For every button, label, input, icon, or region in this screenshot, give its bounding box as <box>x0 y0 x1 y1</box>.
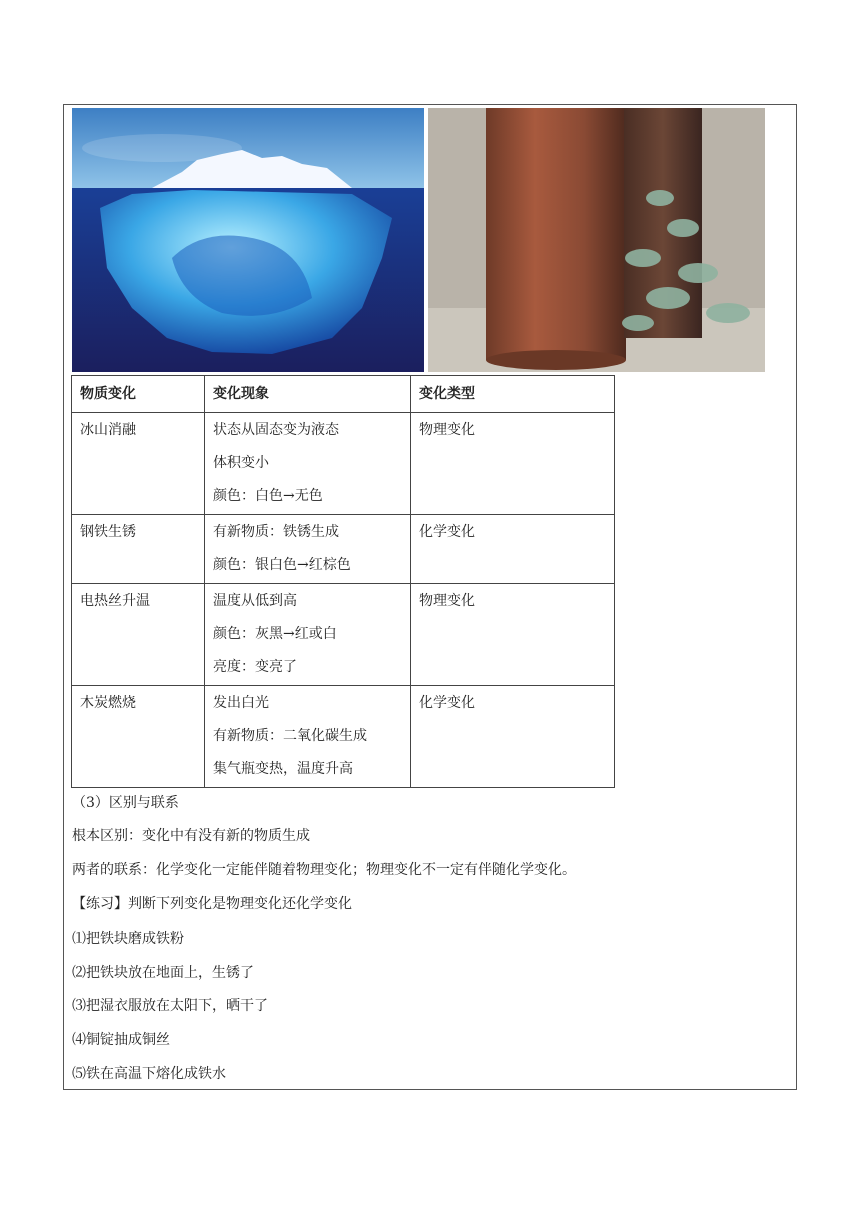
iceberg-image <box>72 108 424 372</box>
header-change: 物质变化 <box>72 376 205 413</box>
difference-text: 根本区别：变化中有没有新的物质生成 <box>72 828 310 844</box>
table-row <box>72 515 615 584</box>
cell-type: 化学变化 <box>411 686 615 788</box>
cell-change: 冰山消融 <box>72 413 205 515</box>
rusted-pipe-image <box>428 108 765 372</box>
cell-type: 物理变化 <box>411 584 615 686</box>
phenomenon-line: 发出白光 <box>213 695 269 711</box>
cell-phenomena <box>205 413 411 515</box>
change-table <box>71 375 615 788</box>
header-phenomena: 变化现象 <box>205 376 411 413</box>
phenomenon-line: 颜色：银白色→红棕色 <box>213 557 351 573</box>
phenomenon-line: 温度从低到高 <box>213 593 297 609</box>
section-heading: （3）区别与联系 <box>72 795 179 811</box>
cell-phenomena <box>205 686 411 788</box>
cell-change: 木炭燃烧 <box>72 686 205 788</box>
relation-text: 两者的联系：化学变化一定能伴随着物理变化；物理变化不一定有伴随化学变化。 <box>72 862 576 878</box>
phenomenon-line: 状态从固态变为液态 <box>213 422 339 438</box>
cell-phenomena <box>205 584 411 686</box>
cell-change: 钢铁生锈 <box>72 515 205 584</box>
exercise-item: ⑴把铁块磨成铁粉 <box>72 931 184 947</box>
phenomenon-line: 颜色：白色→无色 <box>213 488 323 504</box>
phenomenon-line: 集气瓶变热，温度升高 <box>213 761 353 777</box>
exercise-item: ⑶把湿衣服放在太阳下，晒干了 <box>72 998 268 1014</box>
table-row <box>72 686 615 788</box>
header-type: 变化类型 <box>411 376 615 413</box>
exercise-item: ⑷铜锭抽成铜丝 <box>72 1032 170 1048</box>
phenomenon-line: 亮度：变亮了 <box>213 659 297 675</box>
phenomenon-line: 体积变小 <box>213 455 269 471</box>
table-row <box>72 584 615 686</box>
table-header-row <box>72 376 615 413</box>
exercise-heading: 【练习】判断下列变化是物理变化还化学变化 <box>72 896 352 912</box>
table-row <box>72 413 615 515</box>
phenomenon-line: 颜色：灰黑→红或白 <box>213 626 337 642</box>
cell-type: 化学变化 <box>411 515 615 584</box>
exercise-item: ⑸铁在高温下熔化成铁水 <box>72 1066 226 1082</box>
cell-phenomena <box>205 515 411 584</box>
phenomenon-line: 有新物质：铁锈生成 <box>213 524 339 540</box>
phenomenon-line: 有新物质：二氧化碳生成 <box>213 728 367 744</box>
exercise-item: ⑵把铁块放在地面上，生锈了 <box>72 965 254 981</box>
cell-type: 物理变化 <box>411 413 615 515</box>
cell-change: 电热丝升温 <box>72 584 205 686</box>
